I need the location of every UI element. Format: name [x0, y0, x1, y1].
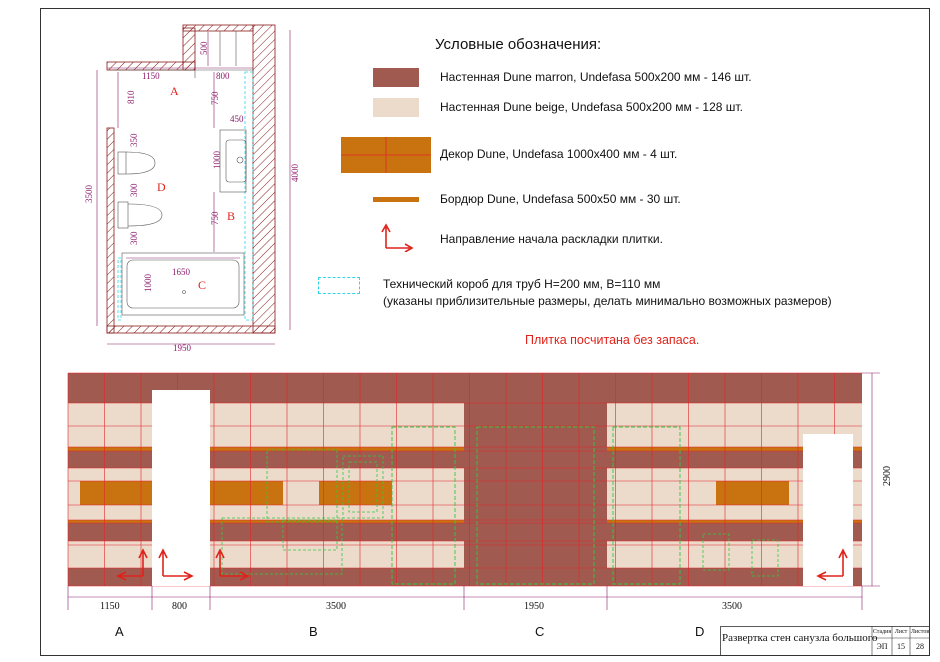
titleblock-sheets: 28: [916, 642, 924, 651]
dim-300-b: 300: [129, 231, 139, 245]
titleblock-h-sheet: Лист: [894, 629, 908, 635]
dim-1150: 1150: [142, 71, 160, 81]
legend-duct-text-1: Технический короб для труб H=200 мм, B=110 мм: [383, 277, 661, 291]
dim-3500: 3500: [84, 185, 94, 203]
decor-panel: [80, 481, 153, 505]
dim-4000: 4000: [290, 164, 300, 182]
wall-label-b: B: [309, 624, 318, 639]
dim-450: 450: [230, 114, 244, 124]
elev-dim-3500-b: 3500: [326, 601, 346, 612]
wall-label-a: A: [115, 624, 124, 639]
tile-column-c: [464, 373, 607, 586]
legend-marron-text: Настенная Dune marron, Undefasa 500х200 мм - 146 шт.: [440, 70, 752, 84]
wall-label-c: C: [535, 624, 545, 639]
legend-decor-text: Декор Dune, Undefasa 1000х400 мм - 4 шт.: [440, 147, 678, 161]
legend-direction-text: Направление начала раскладки плитки.: [440, 232, 663, 246]
titleblock-sheet: 15: [897, 642, 905, 651]
dim-1950: 1950: [173, 343, 191, 353]
dim-300-a: 300: [129, 183, 139, 197]
decor-panel: [716, 481, 789, 505]
door-opening-1: [152, 390, 210, 586]
titleblock-stage: ЭП: [876, 642, 888, 651]
elev-dim-3500-d: 3500: [722, 601, 742, 612]
door-opening-2: [803, 434, 853, 586]
zone-a: A: [170, 84, 179, 98]
dim-500: 500: [199, 41, 209, 55]
elev-dim-800: 800: [172, 601, 187, 612]
titleblock-h-sheets: Листов: [910, 629, 930, 635]
dim-750-top: 750: [210, 91, 220, 105]
zone-d: D: [157, 180, 166, 194]
titleblock-h-stage: Стадия: [872, 629, 892, 635]
zone-b: B: [227, 209, 236, 223]
dim-800-top: 800: [216, 71, 230, 81]
warning-note: Плитка посчитана без запаса.: [525, 333, 700, 347]
decor-panel: [319, 481, 392, 505]
zone-c: C: [198, 278, 207, 292]
dim-1000-sink: 1000: [212, 151, 222, 169]
dim-350: 350: [129, 133, 139, 147]
titleblock-name: Развертка стен санузла большого: [722, 632, 878, 644]
elev-dim-1950: 1950: [524, 601, 544, 612]
dim-1650: 1650: [172, 267, 190, 277]
legend-duct-text-2: (указаны приблизительные размеры, делать минимально возможных размеров): [383, 294, 832, 308]
elev-dim-1150: 1150: [100, 601, 120, 612]
decor-panel: [210, 481, 283, 505]
legend-beige-text: Настенная Dune beige, Undefasa 500х200 мм - 128 шт.: [440, 100, 743, 114]
wall-label-d: D: [695, 624, 705, 639]
dim-810: 810: [126, 90, 136, 104]
legend-title: Условные обозначения:: [435, 36, 602, 53]
elev-dim-2900: 2900: [882, 466, 893, 486]
dim-1000-bath: 1000: [143, 274, 153, 292]
legend-border-text: Бордюр Dune, Undefasa 500х50 мм - 30 шт.: [440, 192, 681, 206]
dim-750-right: 750: [210, 211, 220, 225]
